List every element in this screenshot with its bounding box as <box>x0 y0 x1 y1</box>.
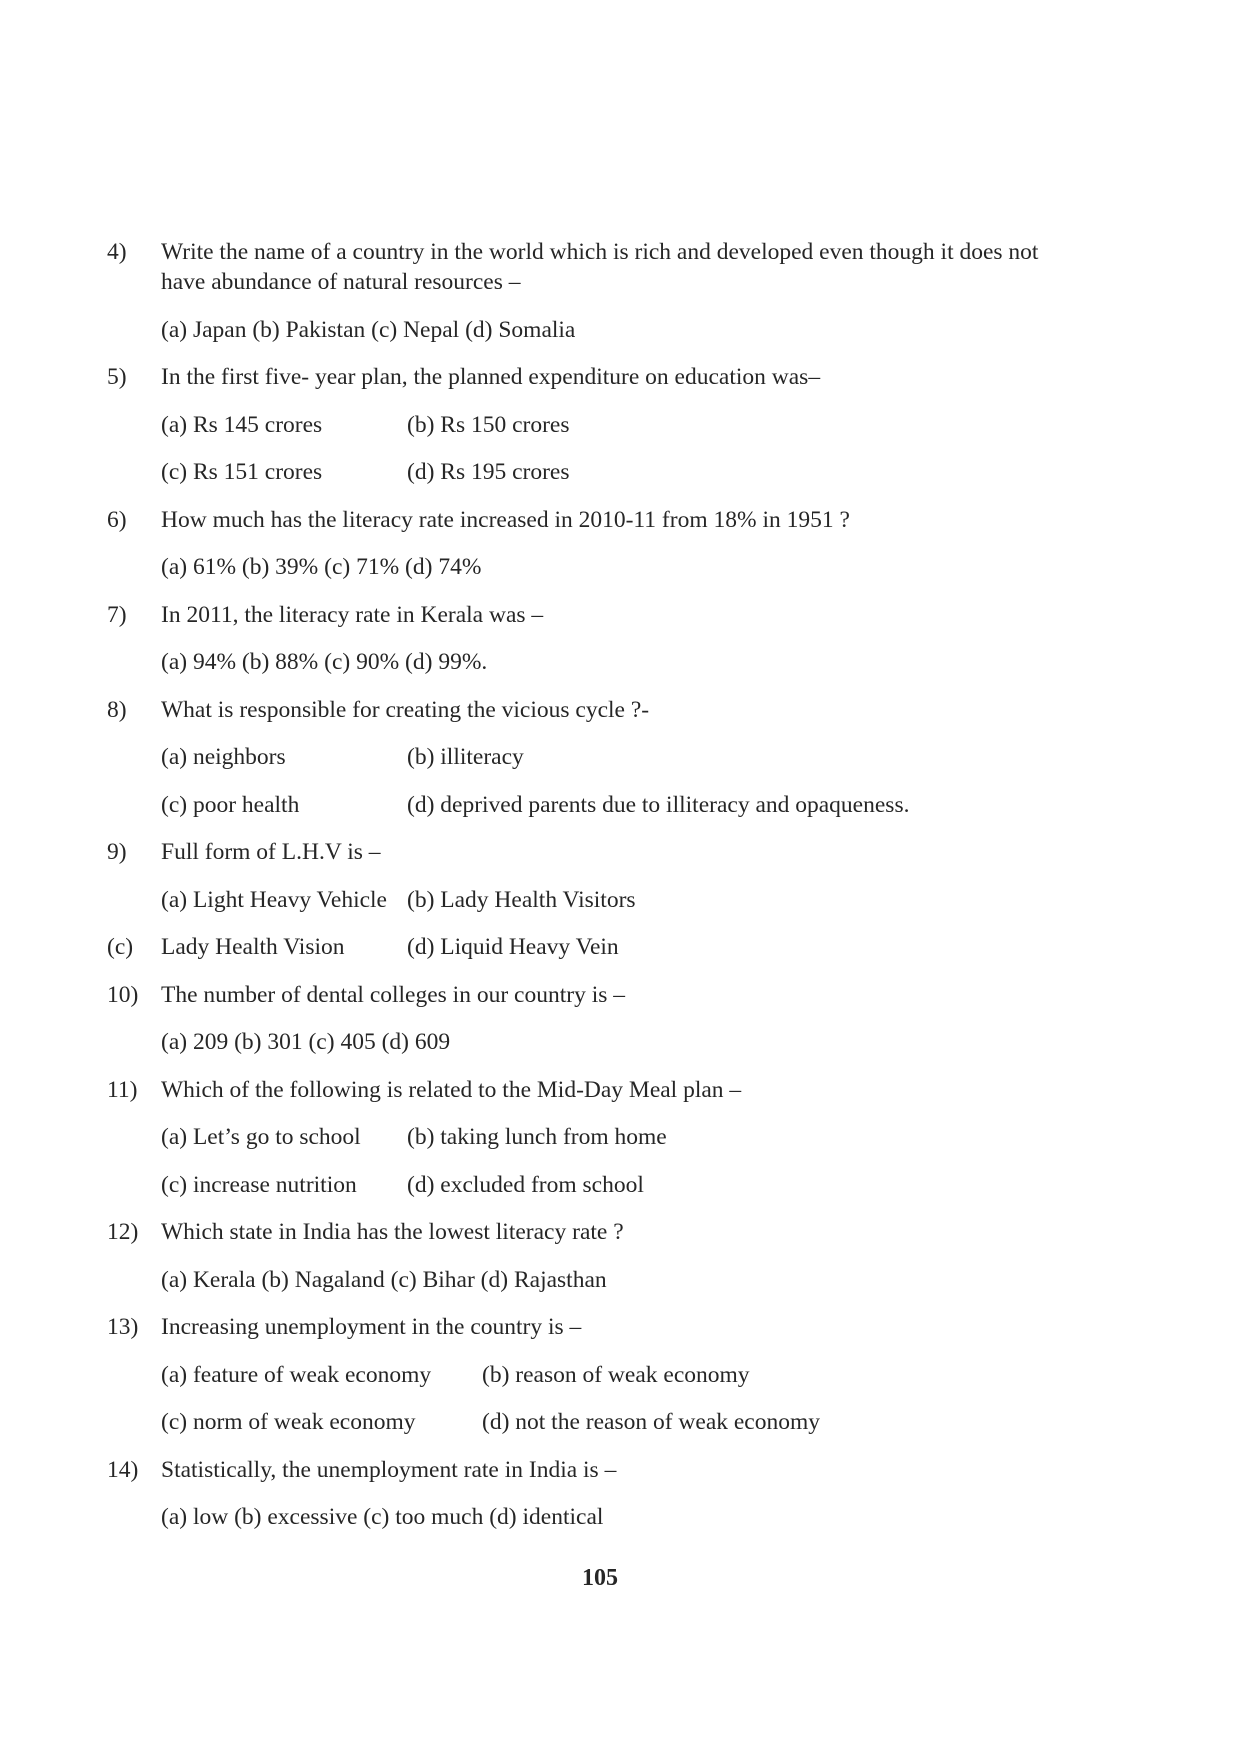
option-a: (a) Rs 145 crores <box>161 412 323 438</box>
question-text: Which state in India has the lowest literacy rate ? <box>161 1219 624 1245</box>
question-text: In 2011, the literacy rate in Kerala was – <box>161 602 544 628</box>
question-options: (a) Kerala (b) Nagaland (c) Bihar (d) Rajasthan <box>161 1267 607 1293</box>
page-number: 105 <box>582 1565 618 1591</box>
option-b: (b) taking lunch from home <box>407 1124 667 1150</box>
option-b: (b) reason of weak economy <box>482 1362 750 1388</box>
option-b: (b) illiteracy <box>407 744 524 770</box>
option-a: (a) neighbors <box>161 744 286 770</box>
question-number: 4) <box>107 239 127 265</box>
question-options: (a) 209 (b) 301 (c) 405 (d) 609 <box>161 1029 451 1055</box>
question-number: 14) <box>107 1457 139 1483</box>
question-text: Write the name of a country in the world which is rich and developed even though it does not <box>161 239 1039 265</box>
option-b: (b) Lady Health Visitors <box>407 887 636 913</box>
question-text: Which of the following is related to the Mid-Day Meal plan – <box>161 1077 742 1103</box>
option-c-label: (c) <box>107 934 134 960</box>
option-d: (d) Rs 195 crores <box>407 459 570 485</box>
question-text: Increasing unemployment in the country is – <box>161 1314 582 1340</box>
question-text-continued: have abundance of natural resources – <box>161 269 521 295</box>
option-c: (c) increase nutrition <box>161 1172 357 1198</box>
question-text: How much has the literacy rate increased in 2010-11 from 18% in 1951 ? <box>161 507 850 533</box>
question-number: 10) <box>107 982 139 1008</box>
option-c: (c) Rs 151 crores <box>161 459 323 485</box>
option-a: (a) Light Heavy Vehicle <box>161 887 387 913</box>
question-options: (a) 61% (b) 39% (c) 71% (d) 74% <box>161 554 482 580</box>
question-number: 8) <box>107 697 127 723</box>
question-number: 12) <box>107 1219 139 1245</box>
question-text: The number of dental colleges in our country is – <box>161 982 625 1008</box>
question-number: 5) <box>107 364 127 390</box>
option-c: Lady Health Vision <box>161 934 345 960</box>
question-number: 9) <box>107 839 127 865</box>
option-d: (d) Liquid Heavy Vein <box>407 934 619 960</box>
question-options: (a) low (b) excessive (c) too much (d) identical <box>161 1504 604 1530</box>
question-number: 6) <box>107 507 127 533</box>
question-options: (a) Japan (b) Pakistan (c) Nepal (d) Somalia <box>161 317 576 343</box>
option-a: (a) feature of weak economy <box>161 1362 432 1388</box>
question-text: Full form of L.H.V is – <box>161 839 381 865</box>
option-c: (c) norm of weak economy <box>161 1409 416 1435</box>
question-text: What is responsible for creating the vicious cycle ?- <box>161 697 650 723</box>
option-d: (d) excluded from school <box>407 1172 644 1198</box>
option-d: (d) deprived parents due to illiteracy and opaqueness. <box>407 792 910 818</box>
question-number: 11) <box>107 1077 138 1103</box>
option-b: (b) Rs 150 crores <box>407 412 570 438</box>
question-options: (a) 94% (b) 88% (c) 90% (d) 99%. <box>161 649 488 675</box>
option-a: (a) Let’s go to school <box>161 1124 361 1150</box>
question-text: In the first five- year plan, the planned expenditure on education was– <box>161 364 821 390</box>
question-text: Statistically, the unemployment rate in India is – <box>161 1457 617 1483</box>
question-number: 13) <box>107 1314 139 1340</box>
question-number: 7) <box>107 602 127 628</box>
option-d: (d) not the reason of weak economy <box>482 1409 821 1435</box>
option-c: (c) poor health <box>161 792 300 818</box>
